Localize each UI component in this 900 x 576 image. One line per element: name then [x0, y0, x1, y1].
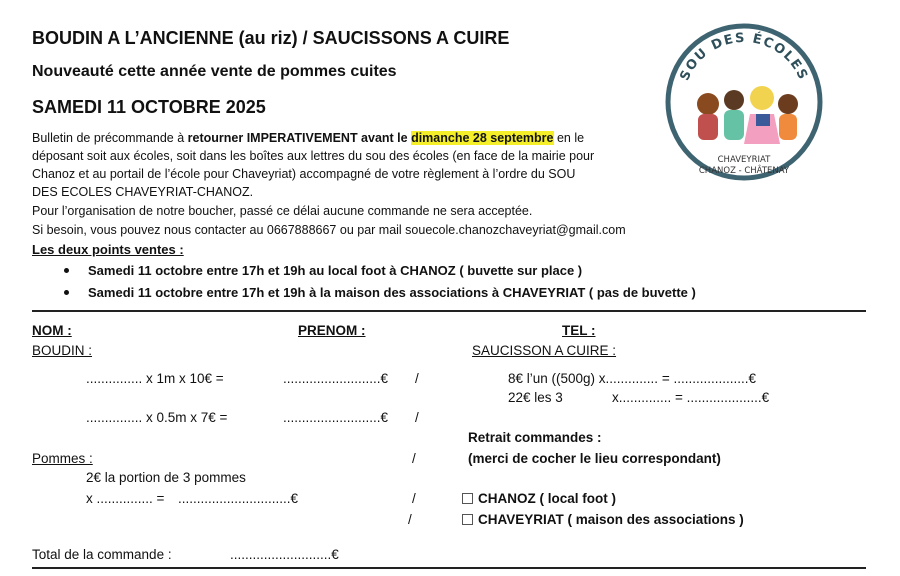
saucisson-label: SAUCISSON A CUIRE : — [472, 343, 617, 358]
contact-line: Si besoin, vous pouvez nous contacter au 0667888667 ou par mail souecole.chanozchaveyriat@gmail.com — [32, 223, 626, 237]
bottom-divider — [32, 567, 866, 569]
pommes-label: Pommes : — [32, 451, 93, 466]
checkbox-icon[interactable] — [462, 493, 473, 504]
prenom-label[interactable]: PRENOM : — [298, 323, 366, 338]
separator: / — [408, 512, 412, 527]
boudin-half-qty[interactable]: ............... x 0.5m x 7€ = — [86, 410, 228, 425]
logo-line1: CHAVEYRIAT — [717, 155, 771, 165]
title: BOUDIN A L’ANCIENNE (au riz) / SAUCISSONS A CUIRE — [32, 28, 510, 48]
bullet-icon — [64, 290, 69, 295]
intro-text: en le — [553, 131, 585, 145]
total-label: Total de la commande : — [32, 547, 172, 562]
logo-emblem-icon — [662, 20, 826, 184]
boudin-half-total[interactable]: ..........................€ — [283, 410, 389, 425]
intro-emphasis: retourner IMPERATIVEMENT avant le — [187, 131, 412, 145]
pommes-total[interactable]: ..............................€ — [178, 491, 299, 506]
retrait-heading: Retrait commandes : — [468, 430, 602, 445]
intro-line-3: Chanoz et au portail de l’école pour Chaveyriat) accompagné de votre règlement à l’ordre du SOU — [32, 167, 576, 181]
point-item-1: Samedi 11 octobre entre 17h et 19h au local foot à CHANOZ ( buvette sur place ) — [88, 263, 583, 278]
retrait-note: (merci de cocher le lieu correspondant) — [468, 451, 721, 466]
separator: / — [412, 491, 416, 506]
checkbox-icon[interactable] — [462, 514, 473, 525]
pommes-qty[interactable]: x ............... = — [86, 491, 165, 506]
points-heading: Les deux points ventes : — [32, 242, 184, 257]
intro-text: Bulletin de précommande à — [32, 131, 188, 145]
boudin-label: BOUDIN : — [32, 343, 93, 358]
tel-label[interactable]: TEL : — [562, 323, 596, 338]
event-date: SAMEDI 11 OCTOBRE 2025 — [32, 97, 266, 117]
boudin-1m-qty[interactable]: ............... x 1m x 10€ = — [86, 371, 224, 386]
option-chanoz-label: CHANOZ ( local foot ) — [478, 491, 616, 506]
option-chanoz[interactable] — [462, 491, 616, 506]
saucisson-unit-row[interactable]: 8€ l’un ((500g) x.............. = ....................€ — [508, 371, 756, 386]
logo-line2: CHANOZ - CHÂTENAY — [698, 166, 790, 176]
logo-arc-text: SOU DES ÉCOLES — [677, 30, 811, 84]
bullet-icon — [64, 268, 69, 273]
intro-line-2: déposant soit aux écoles, soit dans les boîtes aux lettres du sou des écoles (en face de la mairie pour — [32, 149, 595, 163]
intro-line-4: DES ECOLES CHAVEYRIAT-CHANOZ. — [32, 185, 254, 199]
pommes-price: 2€ la portion de 3 pommes — [86, 470, 246, 485]
divider — [32, 310, 866, 312]
intro-line-5: Pour l’organisation de notre boucher, passé ce délai aucune commande ne sera acceptée. — [32, 204, 533, 218]
logo — [662, 20, 826, 184]
point-item-2: Samedi 11 octobre entre 17h et 19h à la maison des associations à CHAVEYRIAT ( pas de buvette ) — [88, 285, 696, 300]
saucisson-3-row[interactable]: x.............. = ....................€ — [612, 390, 770, 405]
option-chaveyriat-label: CHAVEYRIAT ( maison des associations ) — [478, 512, 744, 527]
separator: / — [415, 371, 419, 386]
separator: / — [412, 451, 416, 466]
deadline-highlight: dimanche 28 septembre — [411, 131, 554, 145]
subtitle: Nouveauté cette année vente de pommes cuites — [32, 63, 397, 80]
total-value[interactable]: ...........................€ — [230, 547, 339, 562]
nom-label[interactable]: NOM : — [32, 323, 72, 338]
separator: / — [415, 410, 419, 425]
boudin-1m-total[interactable]: ..........................€ — [283, 371, 389, 386]
saucisson-3-label: 22€ les 3 — [508, 390, 563, 405]
option-chaveyriat[interactable] — [462, 512, 744, 527]
intro-line-1 — [32, 130, 584, 147]
